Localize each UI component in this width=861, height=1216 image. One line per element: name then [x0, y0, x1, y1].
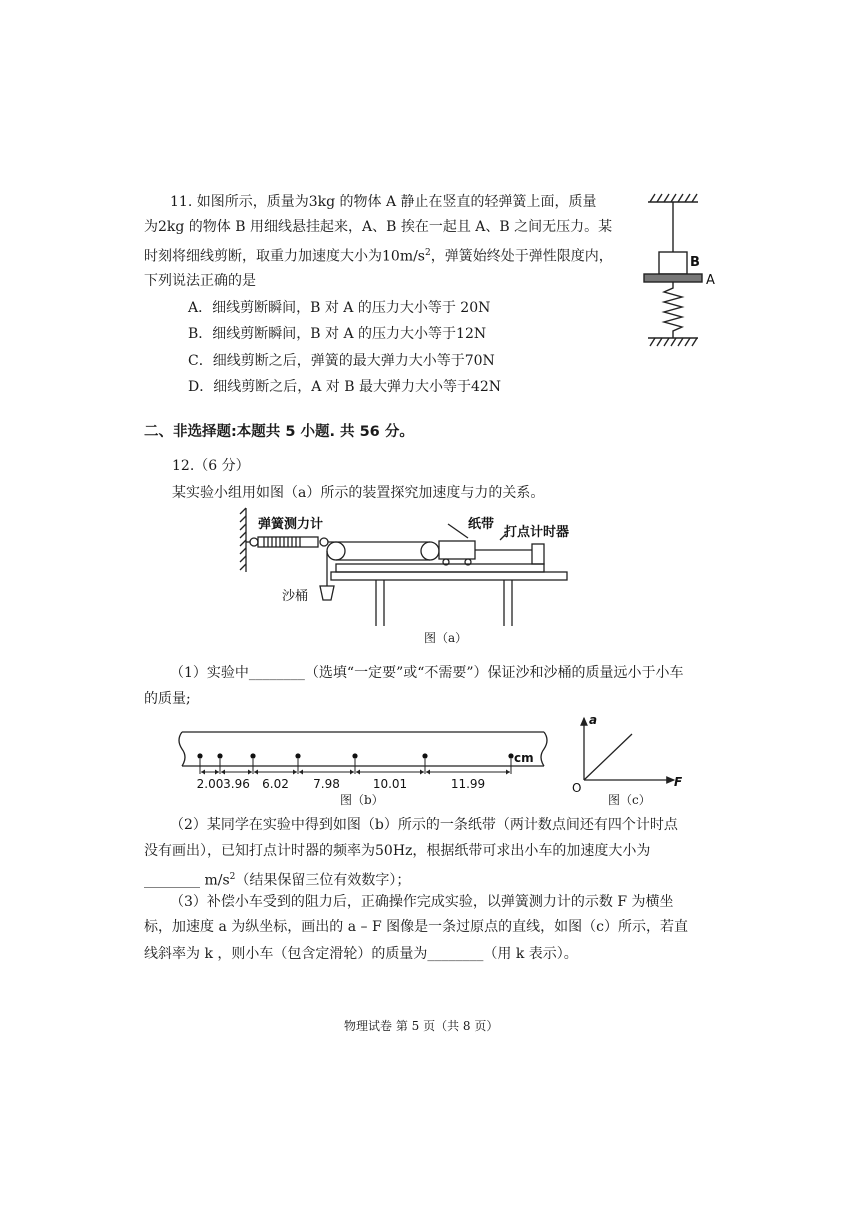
q11-line3-sup: 2 — [425, 248, 431, 258]
q11-line3 — [144, 244, 613, 266]
tape-segment-label: 11.99 — [450, 777, 486, 791]
q11-option-d: D．细线剪断之后，A 对 B 最大弹力大小等于42N — [188, 379, 502, 395]
tape-dot — [508, 753, 513, 758]
tape-segment-label: 7.98 — [313, 777, 340, 791]
tape-unit: cm — [514, 751, 534, 765]
tape-dot — [352, 753, 357, 758]
q12-figure-a — [236, 504, 576, 630]
q12-intro: 某实验小组用如图（a）所示的装置探究加速度与力的关系。 — [172, 485, 545, 501]
q12-part2-line2: 没有画出），已知打点计时器的频率为50Hz，根据纸带可求出小车的加速度大小为 — [144, 843, 651, 859]
q12-part3-line3: 线斜率为 k ，则小车（包含定滑轮）的质量为________（用 k 表示）。 — [144, 946, 578, 962]
q12-part2-line3-pre: ________ m/s — [144, 872, 230, 889]
q12-label-timer: 打点计时器 — [504, 525, 570, 540]
tape-segment-label: 10.01 — [372, 777, 408, 791]
q12-part3-line2: 标，加速度 a 为纵坐标，画出的 a – F 图像是一条过原点的直线，如图（c）所示，若直 — [144, 919, 688, 935]
q12-label-sand-bucket: 沙桶 — [282, 589, 309, 604]
q12-caption-c: 图（c） — [608, 793, 651, 807]
q11-line2: 为2kg 的物体 B 用细线悬挂起来，A、B 挨在一起且 A、B 之间无压力。某 — [144, 219, 613, 235]
tape-marks — [197, 753, 514, 791]
tape-dot — [217, 753, 222, 758]
q11-label-b: B — [690, 255, 700, 270]
q12-part1-line1: （1）实验中________（选填“一定要”或“不需要”）保证沙和沙桶的质量远小于小车 — [170, 665, 684, 681]
q12-part3-line1: （3）补偿小车受到的阻力后，正确操作完成实验，以弹簧测力计的示数 F 为横坐 — [170, 894, 674, 910]
q11-label-a: A — [706, 273, 715, 288]
tape-segment-label: 3.96 — [223, 777, 250, 791]
q12-label-spring-scale: 弹簧测力计 — [258, 517, 324, 532]
q12-figure-c — [570, 710, 690, 792]
q11-line4: 下列说法正确的是 — [144, 273, 256, 289]
q12-part2-line3-sup: 2 — [229, 872, 236, 882]
q11-spring-figure — [640, 190, 730, 350]
page-footer: 物理试卷 第 5 页（共 8 页） — [344, 1019, 499, 1033]
tape-dot — [295, 753, 300, 758]
q11-option-c: C．细线剪断之后，弹簧的最大弹力大小等于70N — [188, 353, 495, 369]
q12-caption-a: 图（a） — [424, 631, 468, 645]
q12-caption-b: 图（b） — [340, 793, 384, 807]
tape-dot — [250, 753, 255, 758]
q12-part2-line3-post: （结果保留三位有效数字）； — [235, 872, 411, 889]
q11-line1: 11. 如图所示，质量为3kg 的物体 A 静止在竖直的轻弹簧上面，质量 — [170, 194, 597, 210]
q12-part1-line2: 的质量; — [144, 691, 191, 707]
c-line — [584, 734, 632, 780]
q11-option-b: B．细线剪断瞬间，B 对 A 的压力大小等于12N — [188, 326, 487, 342]
q12-part2-line3 — [144, 868, 410, 890]
section2-heading: 二、非选择题:本题共 5 小题. 共 56 分。 — [144, 424, 414, 440]
q12-figure-b — [172, 726, 550, 792]
tape-dot — [197, 753, 202, 758]
c-y-label: a — [589, 713, 598, 727]
q11-option-a: A．细线剪断瞬间，B 对 A 的压力大小等于 20N — [188, 300, 491, 316]
q11-line3-pre: 时刻将细线剪断，取重力加速度大小为10m/s — [144, 248, 425, 265]
q12-number: 12.（6 分） — [172, 458, 250, 474]
q11-line3-post: ，弹簧始终处于弹性限度内， — [430, 248, 613, 265]
tape-segment-label: 6.02 — [262, 777, 289, 791]
c-x-label: F — [674, 775, 683, 789]
tape-segment-label: 2.00 — [196, 777, 224, 791]
c-origin-label: O — [572, 781, 582, 792]
tape-dot — [422, 753, 427, 758]
q12-label-tape: 纸带 — [468, 517, 495, 532]
q12-part2-line1: （2）某同学在实验中得到如图（b）所示的一条纸带（两计数点间还有四个计时点 — [170, 817, 678, 833]
